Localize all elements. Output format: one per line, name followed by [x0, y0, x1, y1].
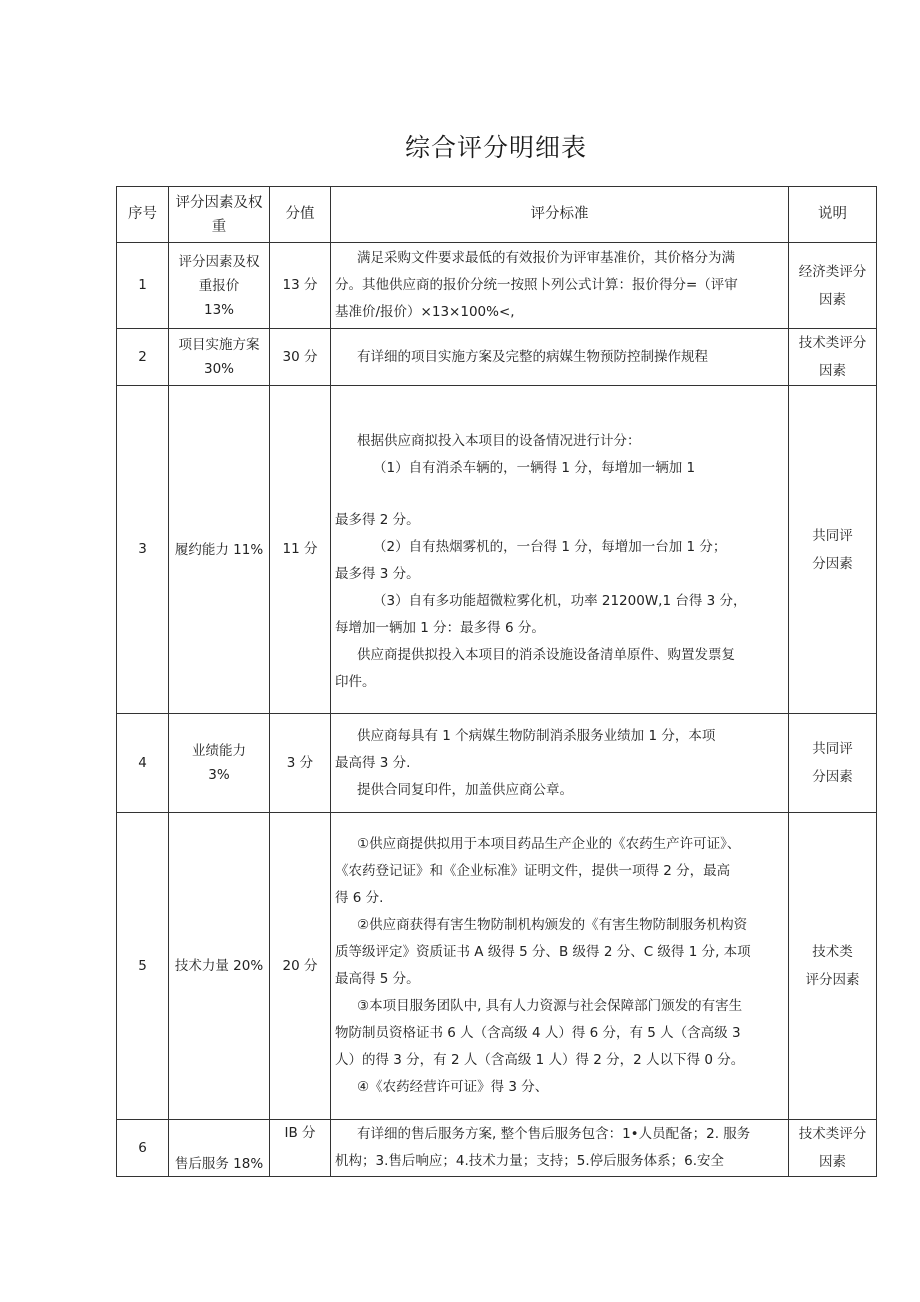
factor-line: 13%	[203, 301, 234, 318]
standard-line: ①供应商提供拟用于本项目药品生产企业的《农药生产许可证》、	[357, 836, 741, 852]
factor-line: 技术力量 20%	[174, 958, 264, 974]
standard-line: 得 6 分.	[335, 890, 384, 906]
row-num: 1	[117, 243, 169, 329]
standard-line: 供应商提供拟投入本项目的消杀设施设备清单原件、购置发票复	[357, 647, 735, 663]
standard-line: 机构；3.售后响应；4.技术力量；支持；5.停后服务体系；6.安全	[335, 1153, 725, 1169]
factor-line: 业绩能力	[192, 743, 246, 759]
header-standard: 评分标准	[331, 187, 789, 243]
standard-line: （1）自有消杀车辆的，一辆得 1 分，每增加一辆加 1	[373, 460, 696, 476]
standard-line: 根据供应商拟投入本项目的设备情况进行计分：	[357, 433, 641, 449]
row-note	[789, 329, 877, 386]
row-factor	[169, 243, 270, 329]
row-score: IB 分	[270, 1120, 331, 1177]
note-line: 技术类	[812, 944, 853, 960]
table-row	[117, 386, 877, 714]
row-standard	[331, 813, 789, 1120]
page-title: 综合评分明细表	[404, 133, 587, 162]
row-standard	[331, 1120, 789, 1177]
row-num: 4	[117, 714, 169, 813]
note-line: 因素	[819, 363, 846, 379]
standard-line: 有详细的售后服务方案, 整个售后服务包含：1•人员配备；2. 服务	[357, 1126, 751, 1142]
standard-line: 最高得 5 分。	[335, 971, 420, 987]
header-score: 分值	[270, 187, 331, 243]
standard-line: 有详细的项目实施方案及完整的病媒生物预防控制操作规程	[357, 348, 708, 365]
row-standard	[331, 243, 789, 329]
factor-line: 3%	[208, 767, 230, 783]
table-row	[117, 329, 877, 386]
note-line: 因素	[819, 291, 846, 308]
row-score: 20 分	[270, 813, 331, 1120]
standard-line: 提供合同复印件，加盖供应商公章。	[357, 781, 573, 798]
row-factor	[169, 714, 270, 813]
row-note	[789, 243, 877, 329]
row-factor	[169, 329, 270, 386]
row-score: 13 分	[270, 243, 331, 329]
standard-line: 供应商每具有 1 个病媒生物防制消杀服务业绩加 1 分，本项	[357, 727, 716, 744]
header-factor: 评分因素及权重	[169, 187, 270, 243]
note-line: 技术类评分	[798, 1126, 867, 1142]
score-table	[116, 186, 877, 1177]
standard-line: ②供应商获得有害生物防制机构颁发的《有害生物防制服务机构资	[357, 917, 748, 933]
table-row	[117, 813, 877, 1120]
standard-line: 最多得 3 分。	[335, 566, 420, 582]
standard-line: 每增加一辆加 1 分：最多得 6 分。	[335, 620, 545, 636]
row-factor	[169, 1120, 270, 1177]
note-line: 分因素	[812, 769, 853, 785]
standard-line: ④《农药经营许可证》得 3 分、	[357, 1079, 549, 1095]
note-line: 共同评	[812, 527, 853, 544]
row-standard	[331, 386, 789, 714]
table-row	[117, 714, 877, 813]
standard-line: 物防制员资格证书 6 人（含高级 4 人）得 6 分，有 5 人（含高级 3	[335, 1025, 741, 1041]
standard-line: 质等级评定》资质证书 A 级得 5 分、B 级得 2 分、C 级得 1 分, 本项	[335, 944, 751, 960]
header-note: 说明	[789, 187, 877, 243]
row-note	[789, 386, 877, 714]
standard-line: 最高得 3 分.	[335, 754, 411, 771]
factor-line: 重报价	[198, 277, 240, 294]
factor-line: 项目实施方案	[178, 337, 260, 353]
standard-line: 基准价/报价）×13×100%<,	[335, 304, 515, 320]
standard-line: （3）自有多功能超微粒雾化机，功率 21200W,1 台得 3 分，	[373, 593, 747, 609]
note-line: 技术类评分	[798, 335, 867, 351]
row-factor	[169, 386, 270, 714]
standard-line: 印件。	[335, 674, 376, 690]
table-row	[117, 243, 877, 329]
row-score: 3 分	[270, 714, 331, 813]
note-line: 共同评	[812, 741, 853, 757]
table-row	[117, 1120, 877, 1177]
row-num: 6	[117, 1120, 169, 1177]
header-num: 序号	[117, 187, 169, 243]
row-score: 30 分	[270, 329, 331, 386]
row-num: 5	[117, 813, 169, 1120]
standard-line: 最多得 2 分。	[335, 512, 420, 528]
standard-line: 人）的得 3 分，有 2 人（含高级 1 人）得 2 分，2 人以下得 0 分。	[335, 1052, 745, 1068]
standard-line: 分。其他供应商的报价分统一按照卜列公式计算：报价得分=（评审	[335, 277, 738, 293]
standard-line: 满足采购文件要求最低的有效报价为评审基准价，其价格分为满	[357, 250, 735, 266]
row-num: 3	[117, 386, 169, 714]
note-line: 评分因素	[805, 972, 860, 988]
row-note	[789, 714, 877, 813]
note-line: 因素	[819, 1154, 846, 1170]
row-num: 2	[117, 329, 169, 386]
factor-line: 评分因素及权	[178, 253, 260, 270]
row-standard	[331, 714, 789, 813]
factor-line: 履约能力 11%	[174, 541, 264, 558]
factor-line: 售后服务 18%	[174, 1156, 264, 1172]
row-factor	[169, 813, 270, 1120]
note-line: 分因素	[812, 555, 853, 572]
row-note	[789, 813, 877, 1120]
standard-line: 《农药登记证》和《企业标准》证明文件，提供一项得 2 分，最高	[335, 863, 731, 879]
factor-line: 30%	[203, 361, 234, 377]
table-header-row	[117, 187, 877, 243]
note-line: 经济类评分	[798, 263, 867, 280]
standard-line: ③本项目服务团队中, 具有人力资源与社会保障部门颁发的有害生	[357, 998, 743, 1014]
row-score: 11 分	[270, 386, 331, 714]
standard-line: （2）自有热烟雾机的，一台得 1 分，每增加一台加 1 分；	[373, 539, 727, 555]
row-standard	[331, 329, 789, 386]
row-note	[789, 1120, 877, 1177]
